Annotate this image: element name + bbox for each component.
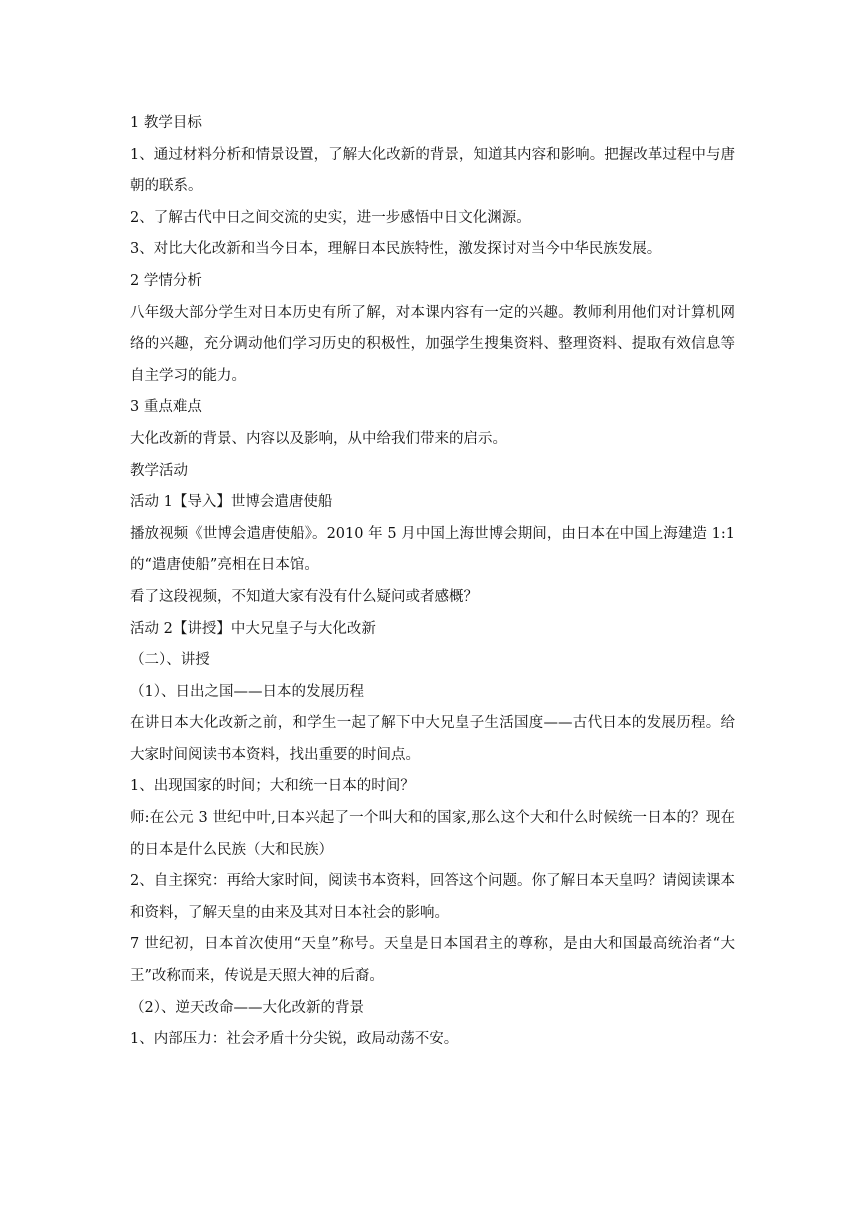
- paragraph: 播放视频《世博会遣唐使船》。2010 年 5 月中国上海世博会期间，由日本在中国上海建造 1:1 的“遣唐使船”亮相在日本馆。: [130, 525, 735, 574]
- activity-heading-1: 活动 1【导入】世博会遣唐使船: [130, 494, 333, 511]
- paragraph: 师:在公元 3 世纪中叶,日本兴起了一个叫大和的国家,那么这个大和什么时候统一日本的？现在的日本是什么民族（大和民族）: [130, 810, 735, 858]
- paragraph: 3、对比大化改新和当今日本，理解日本民族特性，激发探讨对当今中华民族发展。: [130, 241, 662, 258]
- paragraph: 看了这段视频，不知道大家有没有什么疑问或者感概？: [130, 588, 478, 605]
- subheading: （1）、日出之国——日本的发展历程: [130, 683, 364, 700]
- subheading: （2）、逆天改命——大化改新的背景: [130, 999, 364, 1016]
- paragraph: 2、了解古代中日之间交流的史实，进一步感悟中日文化渊源。: [130, 209, 531, 226]
- activity-heading-2: 活动 2【讲授】中大兄皇子与大化改新: [130, 620, 376, 637]
- section-heading-key-points: 3 重点难点: [130, 399, 202, 416]
- paragraph: 大化改新的背景、内容以及影响，从中给我们带来的启示。: [130, 430, 507, 447]
- paragraph: 八年级大部分学生对日本历史有所了解，对本课内容有一定的兴趣。教师利用他们对计算机网络的兴趣，充分调动他们学习历史的积极性，加强学生搜集资料、整理资料、提取有效信息等自主学习的能力。: [130, 304, 735, 384]
- section-heading-objectives: 1 教学目标: [130, 115, 202, 131]
- paragraph: 1、内部压力：社会矛盾十分尖锐，政局动荡不安。: [130, 1031, 459, 1048]
- document-body: [130, 108, 735, 1056]
- paragraph: 7 世纪初，日本首次使用“天皇”称号。天皇是日本国君主的尊称，是由大和国最高统治者“大王”改称而来，传说是天照大神的后裔。: [130, 936, 735, 985]
- paragraph: 2、自主探究：再给大家时间，阅读书本资料，回答这个问题。你了解日本天皇吗？请阅读课本和资料，了解天皇的由来及其对日本社会的影响。: [130, 873, 735, 921]
- section-heading-activities: 教学活动: [130, 462, 188, 479]
- paragraph: 1、出现国家的时间；大和统一日本的时间？: [130, 778, 415, 795]
- paragraph: 1、通过材料分析和情景设置，了解大化改新的背景，知道其内容和影响。把握改革过程中与唐朝的联系。: [130, 146, 735, 195]
- paragraph: 在讲日本大化改新之前，和学生一起了解下中大兄皇子生活国度——古代日本的发展历程。给大家时间阅读书本资料，找出重要的时间点。: [130, 715, 735, 763]
- section-heading-analysis: 2 学情分析: [130, 272, 202, 289]
- subheading: （二）、讲授: [130, 652, 210, 669]
